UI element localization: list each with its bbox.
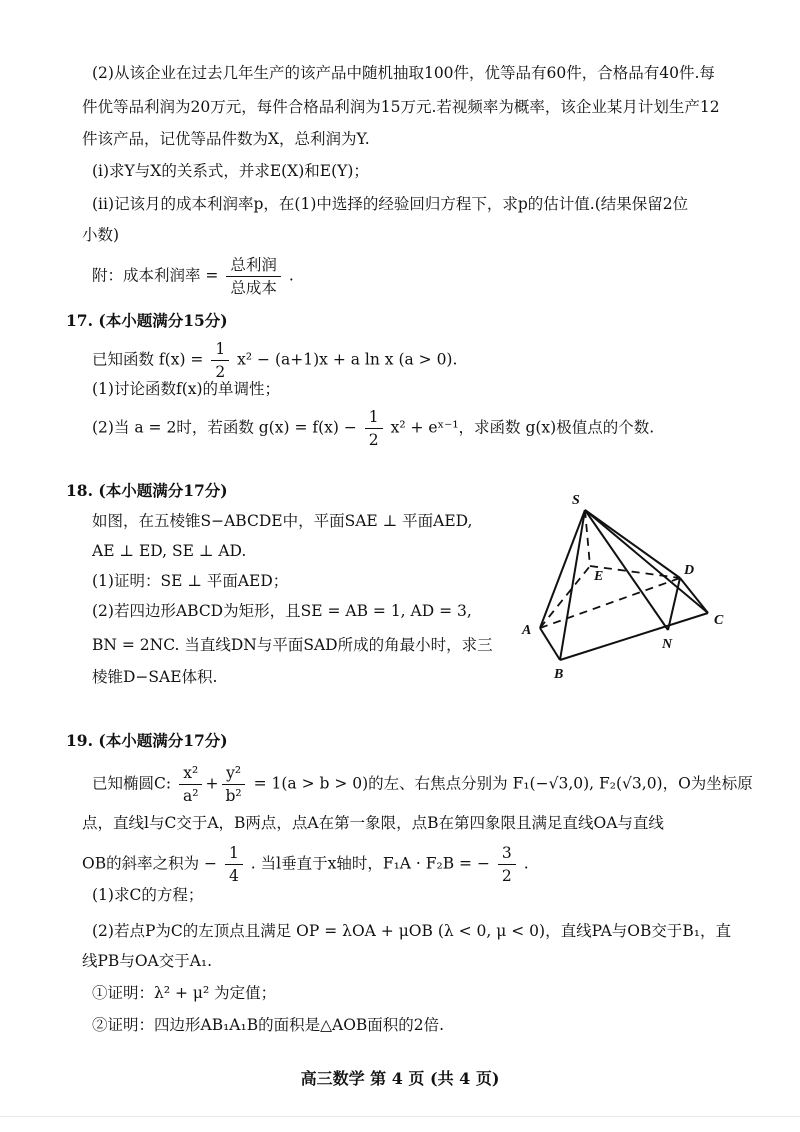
page-footer: 高三数学 第 4 页 (共 4 页) [300,1069,500,1088]
label-A: A [522,623,532,638]
q16-note-denominator: 总成本 [230,279,277,297]
label-C: C [714,613,724,628]
label-N: N [662,637,673,652]
label-D: D [684,563,695,578]
q19-stem-y-denominator: b² [225,787,242,805]
q19-stem-prefix: 已知椭圆C: [92,774,172,793]
q19-line3-denominator2: 2 [501,867,512,885]
q19-header: 19. (本小题满分17分) [66,731,228,750]
q19-stem-x-denominator: a² [183,787,199,805]
q16-note-fraction [226,256,281,297]
q17-part2-fraction [365,408,383,449]
edge-SA [540,510,585,628]
q17-stem-prefix: 已知函数 f(x) = [92,350,204,369]
q16-note-prefix: 附：成本利润率 = [92,266,219,285]
q19-stem-suffix: = 1(a > b > 0)的左、右焦点分别为 F₁(−√3,0), F₂(√3,0)，O为坐标原 [253,774,753,793]
q19-line3-fraction2 [498,844,516,885]
q18-line2: AE ⊥ ED, SE ⊥ AD. [92,542,247,560]
q16-note-numerator: 总利润 [226,256,281,277]
q19-line3-numerator2: 3 [498,844,516,865]
edge-SB [560,510,585,660]
q17-part1: (1)讨论函数f(x)的单调性； [92,380,281,398]
q17-stem [92,340,457,381]
q18-part2: (2)若四边形ABCD为矩形，且SE = AB = 1, AD = 3, [92,602,472,620]
q18-line6: 棱锥D−SAE体积. [92,668,218,686]
label-S: S [572,493,580,508]
q19-stem-fraction-y [222,764,246,805]
page-edge-divider [0,1116,800,1117]
q19-part2-line1: (2)若点P为C的左顶点且满足 OP = λOA + μOB (λ < 0, μ < 0)，直线PA与OB交于B₁，直 [92,922,731,940]
q17-stem-numerator: 1 [211,340,229,361]
q18-header: 18. (本小题满分17分) [66,481,228,500]
q19-stem: 已知椭圆C: $\frac{\text{x²}}{\text{a²}}$ + $\frac{\text{y²}}{\text{b²}}$ = 1(a > b > 0)的左、右焦点分别为 F₁(−√3,0), F₂(√3,0)，O为坐标原 [92,764,753,805]
q16-part2-line2: 件优等品利润为20万元，每件合格品利润为15万元.若视频率为概率，该企业某月计划生产12 [82,98,720,116]
q16-subpart-ii-line1: (ii)记该月的成本利润率p，在(1)中选择的经验回归方程下，求p的估计值.(结果保留2位 [92,195,689,213]
edge-SE-hidden [585,510,590,566]
q18-line5: BN = 2NC. 当直线DN与平面SAD所成的角最小时，求三 [92,636,493,654]
label-E: E [594,569,604,584]
q16-note-suffix: . [288,266,294,285]
q19-claim1: ①证明：λ² + μ² 为定值； [92,984,277,1002]
q17-part2-suffix: x² + eˣ⁻¹，求函数 g(x)极值点的个数. [390,418,655,437]
q19-line3-numerator1: 1 [225,844,243,865]
q17-part2-denominator: 2 [368,431,379,449]
q19-claim2: ②证明：四边形AB₁A₁B的面积是△AOB面积的2倍. [92,1016,445,1034]
q19-line2: 点，直线l与C交于A，B两点，点A在第一象限，点B在第四象限且满足直线OA与直线 [82,814,664,832]
q17-stem-suffix: x² − (a+1)x + a ln x (a > 0). [237,350,458,369]
q19-line3-prefix: OB的斜率之积为 − [82,854,218,873]
q18-part1: (1)证明：SE ⊥ 平面AED； [92,572,289,590]
q19-part2-line2: 线PB与OA交于A₁. [82,952,213,970]
q19-line3-denominator1: 4 [228,867,239,885]
edge-AE-hidden [540,566,590,628]
edge-AB [540,628,560,660]
q19-stem-y-numerator: y² [222,764,245,785]
q19-line3-fraction1 [225,844,243,885]
q17-header: 17. (本小题满分15分) [66,311,228,330]
edge-BC [560,613,708,660]
pyramid-figure [500,488,750,688]
q16-note [92,256,294,297]
label-B: B [554,667,564,682]
q17-part2-prefix: (2)当 a = 2时，若函数 g(x) = f(x) − [92,418,357,437]
edge-SD [585,510,680,578]
q16-part2-line3: 件该产品，记优等品件数为X，总利润为Y. [82,130,370,148]
q19-stem-fraction-x [179,764,202,805]
q16-part2-line1: (2)从该企业在过去几年生产的该产品中随机抽取100件，优等品有60件，合格品有40件.每 [92,64,715,82]
q17-part2-numerator: 1 [365,408,383,429]
edge-CD [680,578,708,613]
q19-line3 [82,844,529,885]
q17-stem-fraction [211,340,229,381]
q17-part2 [92,408,654,449]
q16-subpart-i: (i)求Y与X的关系式，并求E(X)和E(Y)； [92,162,369,180]
q17-stem-denominator: 2 [215,363,226,381]
q19-line3-mid: . 当l垂直于x轴时，F₁A · F₂B = − [250,854,490,873]
q18-line1: 如图，在五棱锥S−ABCDE中，平面SAE ⊥ 平面AED, [92,512,473,530]
q16-subpart-ii-line2: 小数) [82,226,120,244]
q19-part1: (1)求C的方程； [92,886,204,904]
q19-line3-suffix: . [523,854,529,873]
q19-stem-x-numerator: x² [179,764,202,785]
